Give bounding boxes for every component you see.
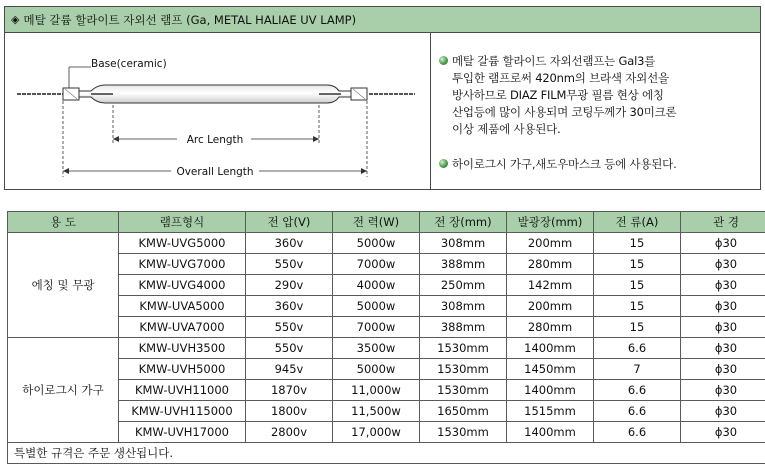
col-header: 전 력(W) — [333, 212, 420, 233]
table-cell: 1530mm — [420, 359, 507, 380]
table-cell: 1530mm — [420, 338, 507, 359]
table-cell: KMW-UVH115000 — [119, 401, 246, 422]
col-header: 전 압(V) — [246, 212, 333, 233]
table-header-row — [8, 212, 765, 233]
table-cell: 6.6 — [594, 401, 681, 422]
table-row — [8, 233, 765, 254]
table-cell: ϕ30 — [681, 380, 765, 401]
table-cell: 1530mm — [420, 422, 507, 443]
table-cell: 1515mm — [507, 401, 594, 422]
table-cell: ϕ30 — [681, 338, 765, 359]
table-cell: KMW-UVA7000 — [119, 317, 246, 338]
table-cell: 1400mm — [507, 380, 594, 401]
table-row — [8, 275, 765, 296]
table-row — [8, 338, 765, 359]
table-cell: 308mm — [420, 296, 507, 317]
table-row — [8, 254, 765, 275]
table-cell: KMW-UVH17000 — [119, 422, 246, 443]
table-cell: 3500w — [333, 338, 420, 359]
arc-length-label: Arc Length — [186, 134, 244, 146]
table-cell: 6.6 — [594, 422, 681, 443]
green-bullet-icon — [439, 56, 448, 65]
table-cell: 550v — [246, 317, 333, 338]
table-row — [8, 401, 765, 422]
table-cell: 1400mm — [507, 338, 594, 359]
table-cell: 15 — [594, 317, 681, 338]
table-cell: 6.6 — [594, 380, 681, 401]
table-cell: 280mm — [507, 254, 594, 275]
table-cell: ϕ30 — [681, 317, 765, 338]
lamp-diagram — [5, 33, 431, 189]
table-cell: 250mm — [420, 275, 507, 296]
table-row — [8, 380, 765, 401]
lamp-info-box — [4, 6, 761, 190]
table-row — [8, 296, 765, 317]
table-cell: 17,000w — [333, 422, 420, 443]
table-cell: ϕ30 — [681, 401, 765, 422]
table-cell: KMW-UVG5000 — [119, 233, 246, 254]
col-header: 발광장(mm) — [507, 212, 594, 233]
table-cell: 15 — [594, 233, 681, 254]
col-header: 전 장(mm) — [420, 212, 507, 233]
table-row — [8, 422, 765, 443]
table-cell: 1450mm — [507, 359, 594, 380]
description-text: 메탈 갈륨 할라이드 자외선램프는 Gal3를 투입한 램프로써 420nm의 브라색 자외선을 방사하므로 DIAZ FILM무광 필름 현상 에칭 산업등에 많이 사용되며 코팅두께가 30미크론 이상 제품에 사용된다. — [452, 54, 677, 136]
lamp-drawing — [5, 33, 431, 189]
col-header: 용 도 — [8, 212, 119, 233]
spec-table — [7, 211, 765, 464]
table-cell: 11,000w — [333, 380, 420, 401]
table-cell: 200mm — [507, 233, 594, 254]
section-title-bar — [5, 7, 760, 33]
table-cell: KMW-UVH11000 — [119, 380, 246, 401]
table-cell: ϕ30 — [681, 296, 765, 317]
table-cell: ϕ30 — [681, 254, 765, 275]
table-cell: 1800v — [246, 401, 333, 422]
table-cell: 1400mm — [507, 422, 594, 443]
table-cell: ϕ30 — [681, 233, 765, 254]
use-group-cell: 하이로그시 가구 — [8, 338, 119, 443]
table-cell: 5000w — [333, 359, 420, 380]
table-cell: KMW-UVH3500 — [119, 338, 246, 359]
table-cell: 1870v — [246, 380, 333, 401]
table-cell: 6.6 — [594, 338, 681, 359]
table-cell: 142mm — [507, 275, 594, 296]
table-cell: 1650mm — [420, 401, 507, 422]
table-cell: 5000w — [333, 233, 420, 254]
table-cell: 7000w — [333, 254, 420, 275]
table-cell: 2800v — [246, 422, 333, 443]
table-cell: ϕ30 — [681, 359, 765, 380]
table-cell: 550v — [246, 254, 333, 275]
description-item — [439, 53, 752, 138]
table-cell: 388mm — [420, 317, 507, 338]
table-row — [8, 359, 765, 380]
table-cell: 360v — [246, 296, 333, 317]
table-cell: 550v — [246, 338, 333, 359]
custom-order-note: 특별한 규격은 주문 생산됩니다. — [8, 443, 765, 464]
col-header: 램프형식 — [119, 212, 246, 233]
table-cell: 11,500w — [333, 401, 420, 422]
table-cell: 7000w — [333, 317, 420, 338]
table-cell: 360v — [246, 233, 333, 254]
section-title: 메탈 갈륨 할라이트 자외선 램프 (Ga, METAL HALIAE UV LAMP) — [23, 12, 357, 27]
table-cell: ϕ30 — [681, 275, 765, 296]
table-cell: 1530mm — [420, 380, 507, 401]
table-cell: 290v — [246, 275, 333, 296]
table-cell: KMW-UVG4000 — [119, 275, 246, 296]
table-cell: 15 — [594, 275, 681, 296]
note-row — [8, 443, 765, 464]
col-header: 전 류(A) — [594, 212, 681, 233]
lamp-tube — [79, 85, 351, 103]
table-cell: KMW-UVG7000 — [119, 254, 246, 275]
description-item — [439, 156, 752, 173]
table-cell: 7 — [594, 359, 681, 380]
green-bullet-icon — [439, 159, 448, 168]
col-header: 관 경 — [681, 212, 765, 233]
diamond-bullet-icon: ◈ — [11, 13, 20, 26]
table-row — [8, 317, 765, 338]
description-panel — [431, 33, 760, 189]
table-cell: KMW-UVA5000 — [119, 296, 246, 317]
description-text: 하이로그시 가구,새도우마스크 등에 사용된다. — [452, 157, 677, 171]
table-cell: 280mm — [507, 317, 594, 338]
table-cell: 308mm — [420, 233, 507, 254]
table-cell: 15 — [594, 254, 681, 275]
table-cell: 15 — [594, 296, 681, 317]
table-cell: ϕ30 — [681, 422, 765, 443]
table-cell: 200mm — [507, 296, 594, 317]
use-group-cell: 에칭 및 무광 — [8, 233, 119, 338]
base-label: Base(ceramic) — [91, 58, 167, 70]
table-cell: 945v — [246, 359, 333, 380]
overall-length-label: Overall Length — [176, 166, 254, 178]
table-cell: 4000w — [333, 275, 420, 296]
table-cell: 5000w — [333, 296, 420, 317]
table-cell: 388mm — [420, 254, 507, 275]
table-cell: KMW-UVH5000 — [119, 359, 246, 380]
